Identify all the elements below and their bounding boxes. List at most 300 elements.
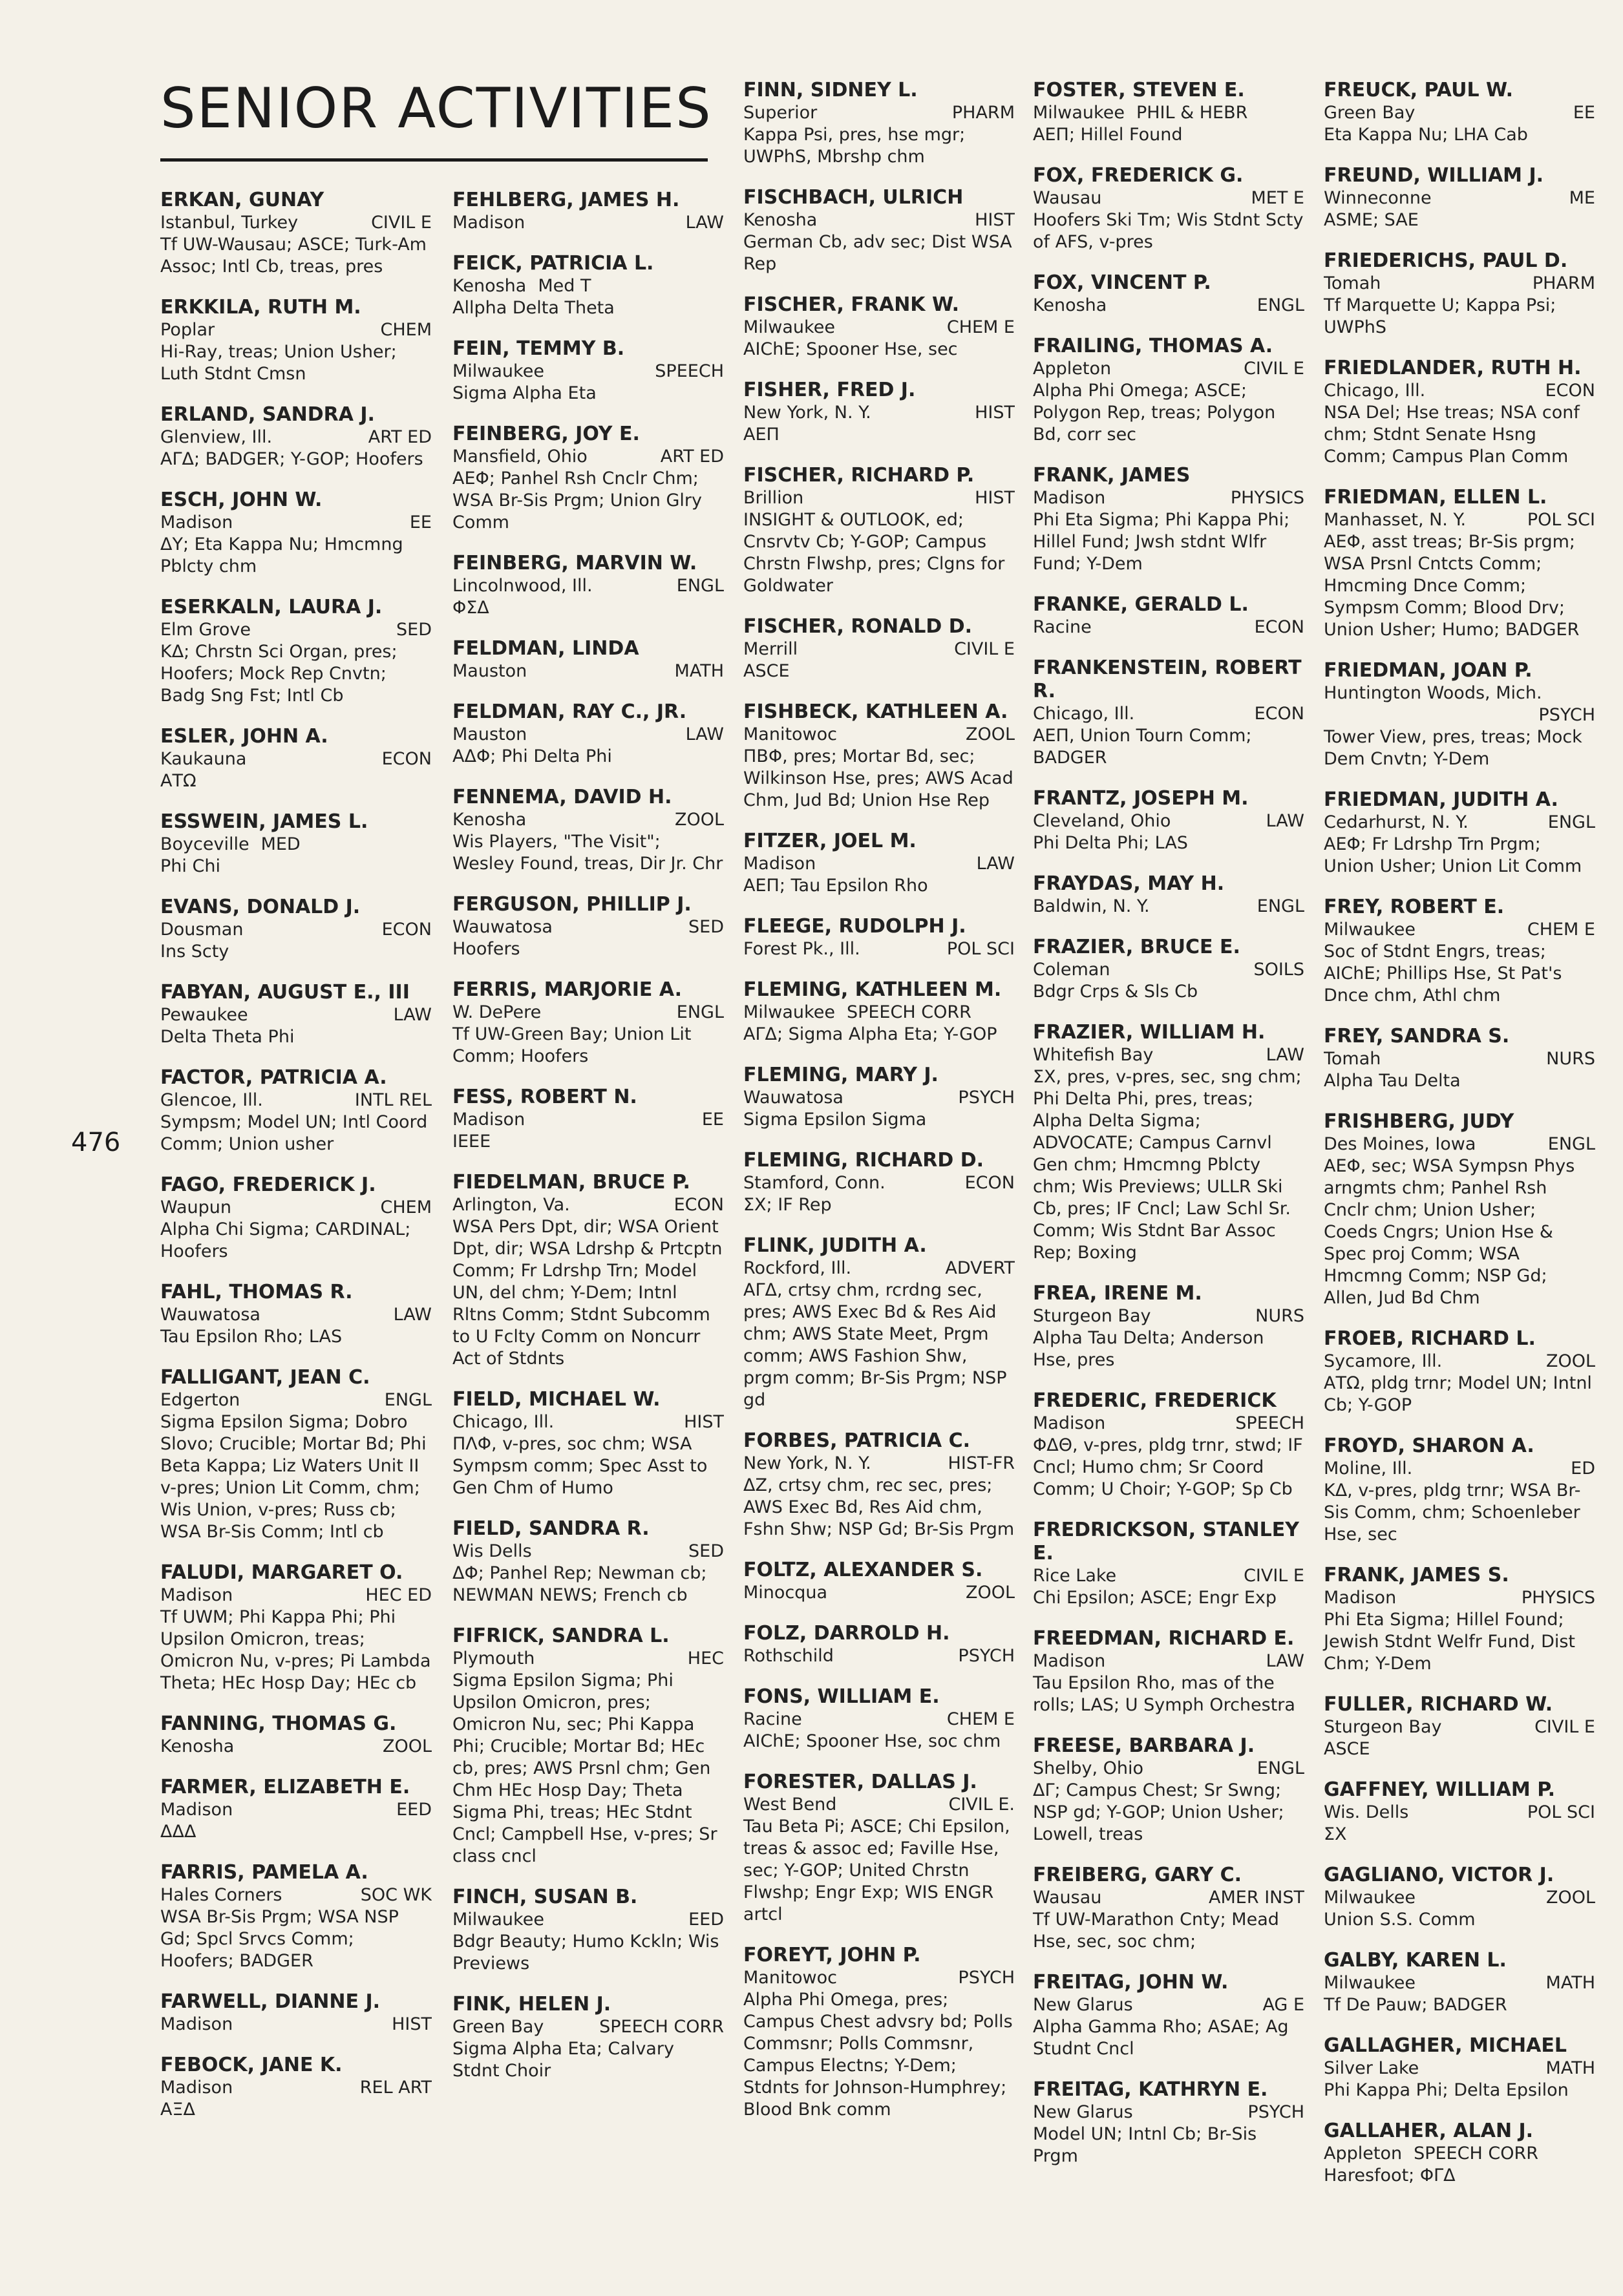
senior-entry [452, 1388, 724, 1499]
hometown-major-row [743, 487, 1015, 509]
hometown-major-row [1033, 616, 1304, 638]
senior-entry [743, 1429, 1015, 1541]
major: HEC [687, 1648, 724, 1669]
hometown-major-row [743, 1258, 1015, 1280]
hometown-major-row [1324, 1587, 1595, 1609]
senior-name: FACTOR, PATRICIA A. [160, 1066, 387, 1089]
activities: Sigma Alpha Eta; Calvary Stdnt Choir [452, 2039, 674, 2081]
hometown: Kaukauna [160, 749, 247, 769]
major: PHARM [951, 103, 1015, 123]
activities: Tau Epsilon Rho, mas of the rolls; LAS; U Symph Orchestra [1033, 1673, 1295, 1715]
senior-name: FINN, SIDNEY L. [743, 79, 918, 101]
hometown-major-row [743, 209, 1015, 231]
hometown: Huntington Woods, Mich. [1324, 683, 1542, 703]
activities: Union S.S. Comm [1324, 1910, 1476, 1930]
senior-entry [452, 1886, 724, 1975]
senior-name: FRISHBERG, JUDY [1324, 1110, 1514, 1133]
senior-entry [452, 1086, 724, 1153]
senior-entry [1033, 2078, 1304, 2167]
major: HIST [975, 403, 1015, 423]
senior-entry [743, 1064, 1015, 1131]
hometown: Arlington, Va. [452, 1195, 570, 1215]
major: CHEM E [946, 317, 1015, 337]
hometown-major-row [1324, 380, 1595, 402]
major: MET E [1251, 188, 1304, 208]
senior-entry [160, 810, 432, 878]
senior-name: EVANS, DONALD J. [160, 896, 361, 918]
hometown: Cedarhurst, N. Y. [1324, 812, 1469, 832]
senior-entry [452, 637, 724, 682]
senior-name: FRANK, JAMES [1033, 464, 1191, 487]
hometown: W. DePere [452, 1002, 542, 1022]
hometown-major-row [452, 1002, 724, 1024]
hometown: Istanbul, Turkey [160, 213, 299, 233]
hometown-major-row [1033, 2101, 1304, 2123]
hometown: Sturgeon Bay [1324, 1717, 1442, 1737]
major: PSYCH [1247, 2102, 1304, 2122]
hometown: Manhasset, N. Y. [1324, 510, 1467, 530]
senior-name: FOSTER, STEVEN E. [1033, 79, 1245, 101]
senior-name: FIELD, MICHAEL W. [452, 1388, 661, 1411]
hometown: Kenosha [160, 1736, 235, 1756]
senior-name: FIEDELMAN, BRUCE P. [452, 1171, 690, 1194]
activities: Tau Beta Pi; ASCE; Chi Epsilon, treas & assoc ed; Faville Hse, sec; Y-GOP; United Chrstn Flwshp; Engr Exp; WIS ENGR artcl [743, 1817, 1010, 1924]
major: ED [1571, 1459, 1595, 1479]
senior-entry [1033, 657, 1304, 769]
major: ART ED [368, 427, 432, 447]
senior-name: ESERKALN, LAURA J. [160, 596, 383, 618]
activities: Sigma Epsilon Sigma [743, 1110, 927, 1130]
major: AMER INST [1209, 1888, 1304, 1908]
hometown: Rockford, Ill. [743, 1258, 852, 1278]
major: ME [1569, 188, 1595, 208]
senior-name: ESSWEIN, JAMES L. [160, 810, 368, 833]
major: POL SCI [1527, 1802, 1595, 1822]
hometown: Coleman [1033, 960, 1110, 980]
activities: Sigma Alpha Eta [452, 383, 597, 403]
hometown-major-row [160, 919, 432, 941]
column-2 [452, 189, 724, 2100]
hometown: Silver Lake [1324, 2058, 1419, 2078]
major: CIVIL E [954, 639, 1015, 659]
hometown-major-row [160, 512, 432, 534]
activities: Allpha Delta Theta [452, 298, 615, 318]
senior-name: FRIEDLANDER, RUTH H. [1324, 357, 1582, 379]
hometown: Cleveland, Ohio [1033, 811, 1171, 831]
hometown-major-row [1033, 1044, 1304, 1066]
senior-entry [452, 978, 724, 1068]
senior-name: FLEEGE, RUDOLPH J. [743, 915, 966, 938]
senior-entry [160, 403, 432, 470]
major: PHYSICS [1521, 1588, 1595, 1608]
senior-name: FISCHER, RICHARD P. [743, 464, 975, 487]
major: ZOOL [1545, 1351, 1595, 1371]
major: ZOOL [382, 1736, 432, 1756]
major: CIVIL E [1244, 359, 1304, 379]
hometown-major-row [1033, 1413, 1304, 1435]
hometown-major-row [743, 1709, 1015, 1731]
activities: ΑΕΠ [743, 425, 780, 445]
activities: NSA Del; Hse treas; NSA conf chm; Stdnt Senate Hsng Comm; Campus Plan Comm [1324, 403, 1580, 467]
major: LAW [393, 1305, 432, 1325]
activities: ΑΕΦ, asst treas; Br-Sis prgm; WSA Prsnl Cntcts Comm; Hmcming Dnce Comm; Sympsm Comm; Blood Drv; Union Usher; Humo; BADGER [1324, 532, 1580, 640]
hometown-major-row [452, 916, 724, 938]
hometown-major-row [452, 275, 724, 297]
activities: ΔΓ; Campus Chest; Sr Swng; NSP gd; Y-GOP; Union Usher; Lowell, treas [1033, 1780, 1284, 1844]
senior-entry [160, 1174, 432, 1263]
senior-entry [1324, 1110, 1595, 1309]
senior-name: GAFFNEY, WILLIAM P. [1324, 1778, 1556, 1801]
major: LAW [685, 213, 724, 233]
hometown: Manitowoc [743, 1968, 838, 1988]
hometown: Chicago, Ill. [452, 1412, 555, 1432]
hometown-major-row [1324, 1133, 1595, 1155]
hometown: Superior [743, 103, 818, 123]
hometown-major-row [1033, 1305, 1304, 1327]
major: CHEM E [1527, 920, 1595, 940]
hometown-major-row [1324, 273, 1595, 295]
activities: ΣΧ, pres, v-pres, sec, sng chm; Phi Delta Phi, pres, treas; Alpha Delta Sigma; ADVOCATE; Campus Carnvl Gen chm; Hmcmng Pblcty chm; Wis Previews; ULLR Ski Cb, pres; IF Cncl; Law Schl Sr. Comm; Wis Stdnt Bar Assoc Rep; Boxing [1033, 1067, 1302, 1263]
major: LAW [976, 854, 1015, 874]
major: MATH [1545, 1973, 1595, 1993]
major: Med T [538, 276, 591, 296]
senior-entry [160, 1281, 432, 1348]
senior-name: FOX, VINCENT P. [1033, 271, 1211, 294]
hometown-major-row [452, 446, 724, 468]
senior-entry [452, 1625, 724, 1868]
hometown-major-row [743, 1172, 1015, 1194]
hometown: Manitowoc [743, 724, 838, 744]
major: ENGL [1547, 1134, 1595, 1154]
activities: Phi Eta Sigma; Phi Kappa Phi; Hillel Fund; Jwsh stdnt Wlfr Fund; Y-Dem [1033, 510, 1290, 574]
activities: ΑΓΔ; BADGER; Y-GOP; Hoofers [160, 449, 423, 469]
hometown-major-row [160, 1799, 432, 1821]
major: CHEM [380, 320, 432, 340]
senior-entry [452, 423, 724, 534]
hometown: Lincolnwood, Ill. [452, 576, 593, 596]
senior-entry [1033, 335, 1304, 446]
hometown: Mansfield, Ohio [452, 447, 588, 467]
senior-entry [160, 896, 432, 963]
senior-entry [160, 1990, 432, 2036]
senior-name: FREUND, WILLIAM J. [1324, 164, 1544, 187]
major: PSYCH [958, 1646, 1015, 1666]
major: PHIL & HEBR [1136, 103, 1248, 123]
senior-entry [160, 1366, 432, 1543]
activities: Bdgr Beauty; Humo Kckln; Wis Previews [452, 1932, 719, 1974]
activities: ΠΛΦ, v-pres, soc chm; WSA Sympsm comm; Spec Asst to Gen Chm of Humo [452, 1434, 708, 1498]
major: LAW [1266, 811, 1304, 831]
activities: ΚΔ, v-pres, pldg trnr; WSA Br-Sis Comm, chm; Schoenleber Hse, sec [1324, 1480, 1581, 1544]
senior-entry [1324, 2120, 1595, 2187]
senior-name: FOX, FREDERICK G. [1033, 164, 1244, 187]
hometown-major-row [452, 1648, 724, 1670]
major: SPEECH CORR [599, 2017, 724, 2037]
hometown: Rothschild [743, 1646, 834, 1666]
senior-entry [743, 1149, 1015, 1216]
major: POL SCI [1527, 510, 1595, 530]
activities: Model UN; Intnl Cb; Br-Sis Prgm [1033, 2124, 1257, 2166]
senior-name: FONS, WILLIAM E. [743, 1685, 940, 1708]
hometown-major-row [452, 1411, 724, 1433]
hometown-major-row [1324, 682, 1595, 726]
senior-name: FEIN, TEMMY B. [452, 337, 625, 360]
hometown-major-row [160, 1004, 432, 1026]
hometown: Kenosha [452, 810, 527, 830]
senior-name: FARMER, ELIZABETH E. [160, 1776, 410, 1798]
hometown-major-row [1324, 1972, 1595, 1994]
hometown: Shelby, Ohio [1033, 1758, 1144, 1778]
senior-name: FARRIS, PAMELA A. [160, 1861, 368, 1884]
major: INTL REL [354, 1090, 432, 1110]
hometown: Green Bay [452, 2017, 544, 2037]
senior-name: FARWELL, DIANNE J. [160, 1990, 381, 2013]
major: EE [1573, 103, 1595, 123]
activities: Phi Delta Phi; LAS [1033, 833, 1188, 853]
hometown-major-row [743, 853, 1015, 875]
hometown: New York, N. Y. [743, 1453, 871, 1473]
senior-entry [1324, 1864, 1595, 1931]
senior-entry [743, 1559, 1015, 1604]
senior-entry [1033, 1519, 1304, 1609]
senior-name: FITZER, JOEL M. [743, 830, 917, 852]
activities: ΠΒΦ, pres; Mortar Bd, sec; Wilkinson Hse, pres; AWS Acad Chm, Jud Bd; Union Hse Rep [743, 746, 1013, 810]
senior-name: FIELD, SANDRA R. [452, 1517, 650, 1540]
senior-name: ERKKILA, RUTH M. [160, 296, 361, 319]
senior-entry [452, 786, 724, 875]
activities: Kappa Psi, pres, hse mgr; UWPhS, Mbrshp chm [743, 125, 966, 167]
major: CIVIL E [1244, 1566, 1304, 1586]
hometown-major-row [743, 1645, 1015, 1667]
hometown-major-row [1033, 295, 1304, 317]
activities: AIChE; Spooner Hse, sec [743, 339, 958, 359]
senior-entry [1033, 464, 1304, 575]
senior-entry [743, 79, 1015, 168]
hometown-major-row [743, 102, 1015, 124]
hometown: Madison [1324, 1588, 1397, 1608]
major: ECON [1545, 381, 1595, 401]
hometown-major-row [452, 1109, 724, 1131]
major: EE [701, 1110, 724, 1130]
hometown: New York, N. Y. [743, 403, 871, 423]
hometown: Kenosha [1033, 295, 1107, 315]
major: LAW [1266, 1651, 1304, 1671]
hometown: Milwaukee [1324, 920, 1416, 940]
senior-entry [160, 2054, 432, 2121]
activities: ASCE [743, 661, 790, 681]
senior-entry [1324, 1693, 1595, 1760]
senior-entry [1324, 249, 1595, 339]
senior-name: FALUDI, MARGARET O. [160, 1561, 403, 1584]
senior-name: ESCH, JOHN W. [160, 489, 323, 511]
activities: ΚΔ; Chrstn Sci Organ, pres; Hoofers; Mock Rep Cnvtn; Badg Sng Fst; Intl Cb [160, 642, 398, 706]
hometown-major-row [160, 834, 432, 856]
activities: Bdgr Crps & Sls Cb [1033, 982, 1198, 1002]
senior-name: FERGUSON, PHILLIP J. [452, 893, 692, 916]
senior-entry [1033, 593, 1304, 638]
senior-entry [160, 1861, 432, 1972]
hometown-major-row [743, 724, 1015, 746]
senior-name: FISHBECK, KATHLEEN A. [743, 700, 1008, 723]
senior-name: FISCHER, RONALD D. [743, 615, 973, 638]
senior-name: FERRIS, MARJORIE A. [452, 978, 683, 1001]
hometown-major-row [743, 1453, 1015, 1475]
senior-entry [743, 293, 1015, 361]
major: MATH [674, 661, 724, 681]
senior-entry [743, 1685, 1015, 1753]
hometown-major-row [1324, 919, 1595, 941]
hometown-major-row [160, 427, 432, 448]
hometown: Wauwatosa [743, 1088, 843, 1108]
hometown: Poplar [160, 320, 215, 340]
senior-name: FIFRICK, SANDRA L. [452, 1625, 670, 1647]
senior-name: FENNEMA, DAVID H. [452, 786, 672, 808]
senior-entry [1033, 936, 1304, 1003]
major: SOC WK [360, 1885, 432, 1905]
senior-entry [160, 1712, 432, 1758]
major: LAW [685, 724, 724, 744]
major: ENGL [1257, 295, 1304, 315]
hometown-major-row [743, 1087, 1015, 1109]
activities: Sympsm; Model UN; Intl Coord Comm; Union usher [160, 1112, 428, 1154]
activities: Haresfoot; ΦΓΔ [1324, 2165, 1456, 2185]
activities: Alpha Phi Omega; ASCE; Polygon Rep, treas; Polygon Bd, corr sec [1033, 381, 1276, 445]
major: PHARM [1532, 273, 1595, 293]
senior-name: FEHLBERG, JAMES H. [452, 189, 680, 211]
activities: ΦΣΔ [452, 598, 489, 618]
title-rule [160, 158, 708, 162]
major: ZOOL [965, 1583, 1015, 1603]
hometown-major-row [452, 1194, 724, 1216]
senior-entry [1033, 164, 1304, 253]
hometown-major-row [1033, 810, 1304, 832]
major: PSYCH [958, 1088, 1015, 1108]
activities: Sigma Epsilon Sigma; Dobro Slovo; Crucible; Mortar Bd; Phi Beta Kappa; Liz Waters Unit II v-pres; Union Lit Comm, chm; Wis Union, v-pres; Russ cb; WSA Br-Sis Comm; Intl cb [160, 1412, 427, 1542]
senior-name: FAHL, THOMAS R. [160, 1281, 353, 1303]
major: SED [688, 917, 724, 937]
hometown-major-row [452, 2016, 724, 2038]
hometown: Wauwatosa [452, 917, 553, 937]
hometown-major-row [1033, 1650, 1304, 1672]
major: CIVIL E. [948, 1795, 1015, 1815]
major: ECON [1254, 704, 1304, 724]
hometown-major-row [743, 1967, 1015, 1989]
senior-name: FREDRICKSON, STANLEY E. [1033, 1519, 1299, 1564]
senior-entry [1033, 787, 1304, 854]
hometown: New Glarus [1033, 2102, 1133, 2122]
senior-name: FOREYT, JOHN P. [743, 1944, 921, 1966]
hometown: Madison [452, 213, 525, 233]
senior-entry [1033, 1627, 1304, 1716]
hometown-major-row [1033, 896, 1304, 918]
major: ECON [674, 1195, 724, 1215]
activities: AIChE; Spooner Hse, soc chm [743, 1731, 1001, 1751]
activities: Alpha Phi Omega, pres; Campus Chest advsry bd; Polls Commsnr; Polls Commsnr, Campus Electns; Y-Dem; Stdnts for Johnson-Humphrey; Blood Bnk comm [743, 1990, 1013, 2120]
senior-name: FRANKENSTEIN, ROBERT R. [1033, 657, 1302, 702]
major: ART ED [660, 447, 724, 467]
hometown-major-row [452, 575, 724, 597]
senior-entry [1324, 164, 1595, 231]
senior-name: FEINBERG, MARVIN W. [452, 552, 697, 574]
hometown-major-row [452, 212, 724, 234]
hometown: Merrill [743, 639, 798, 659]
hometown-major-row [160, 748, 432, 770]
activities: Soc of Stdnt Engrs, treas; AIChE; Phillips Hse, St Pat's Dnce chm, Athl chm [1324, 942, 1562, 1006]
activities: ΔΥ; Eta Kappa Nu; Hmcmng Pblcty chm [160, 534, 403, 576]
hometown: Appleton [1324, 2143, 1403, 2164]
senior-entry [743, 830, 1015, 897]
hometown: Milwaukee [1033, 103, 1125, 123]
senior-name: FULLER, RICHARD W. [1324, 1693, 1553, 1716]
column-1 [160, 189, 432, 2139]
hometown: Kenosha [743, 210, 818, 230]
hometown: Madison [160, 2078, 233, 2098]
activities: ΑΓΔ; Sigma Alpha Eta; Y-GOP [743, 1024, 997, 1044]
activities: Tf De Pauw; BADGER [1324, 1995, 1507, 2015]
major: ENGL [1547, 812, 1595, 832]
senior-name: FELDMAN, LINDA [452, 637, 639, 660]
senior-entry [1324, 1778, 1595, 1846]
senior-entry [743, 700, 1015, 812]
hometown-major-row [452, 809, 724, 831]
activities: ΑΔΦ; Phi Delta Phi [452, 746, 612, 766]
hometown-major-row [160, 619, 432, 641]
hometown: West Bend [743, 1795, 837, 1815]
hometown: Mauston [452, 661, 527, 681]
column-3 [743, 79, 1015, 2139]
major: ECON [381, 920, 432, 940]
activities: ΑΤΩ, pldg trnr; Model UN; Intnl Cb; Y-GOP [1324, 1373, 1592, 1415]
major: HIST [392, 2014, 432, 2034]
senior-entry [1033, 271, 1304, 317]
hometown: Milwaukee [743, 317, 835, 337]
senior-entry [160, 1776, 432, 1843]
senior-name: FRAYDAS, MAY H. [1033, 872, 1225, 895]
senior-entry [743, 379, 1015, 446]
senior-entry [1033, 872, 1304, 918]
senior-name: GAGLIANO, VICTOR J. [1324, 1864, 1554, 1886]
hometown-major-row [160, 1197, 432, 1219]
hometown: Milwaukee [452, 361, 544, 381]
activities: ΑΕΠ, Union Tourn Comm; BADGER [1033, 726, 1252, 768]
hometown: Plymouth [452, 1648, 535, 1669]
hometown-major-row [160, 212, 432, 234]
hometown-major-row [1033, 703, 1304, 725]
senior-entry [1324, 1564, 1595, 1675]
activities: Tau Epsilon Rho; LAS [160, 1327, 343, 1347]
senior-entry [452, 1993, 724, 2082]
activities: ΔΔΔ [160, 1822, 196, 1842]
senior-name: FANNING, THOMAS G. [160, 1712, 397, 1735]
activities: ΔΦ; Panhel Rep; Newman cb; NEWMAN NEWS; French cb [452, 1563, 707, 1605]
activities: ΔΖ, crtsy chm, rec sec, pres; AWS Exec Bd, Res Aid chm, Fshn Shw; NSP Gd; Br-Sis Prgm [743, 1475, 1015, 1539]
senior-name: FRANTZ, JOSEPH M. [1033, 787, 1249, 810]
senior-name: FOLTZ, ALEXANDER S. [743, 1559, 983, 1581]
major: ZOOL [1545, 1888, 1595, 1908]
activities: Tf UW-Wausau; ASCE; Turk-Am Assoc; Intl Cb, treas, pres [160, 235, 427, 277]
senior-name: FLINK, JUDITH A. [743, 1234, 927, 1257]
major: SPEECH [655, 361, 724, 381]
column-4 [1033, 79, 1304, 2185]
hometown: Winneconne [1324, 188, 1432, 208]
hometown: Milwaukee [743, 1002, 835, 1022]
senior-name: FREIBERG, GARY C. [1033, 1864, 1242, 1886]
hometown: Kenosha [452, 276, 527, 296]
senior-entry [743, 915, 1015, 960]
senior-entry [1033, 79, 1304, 146]
hometown: Boyceville [160, 834, 249, 854]
senior-name: FREITAG, KATHRYN E. [1033, 2078, 1268, 2101]
